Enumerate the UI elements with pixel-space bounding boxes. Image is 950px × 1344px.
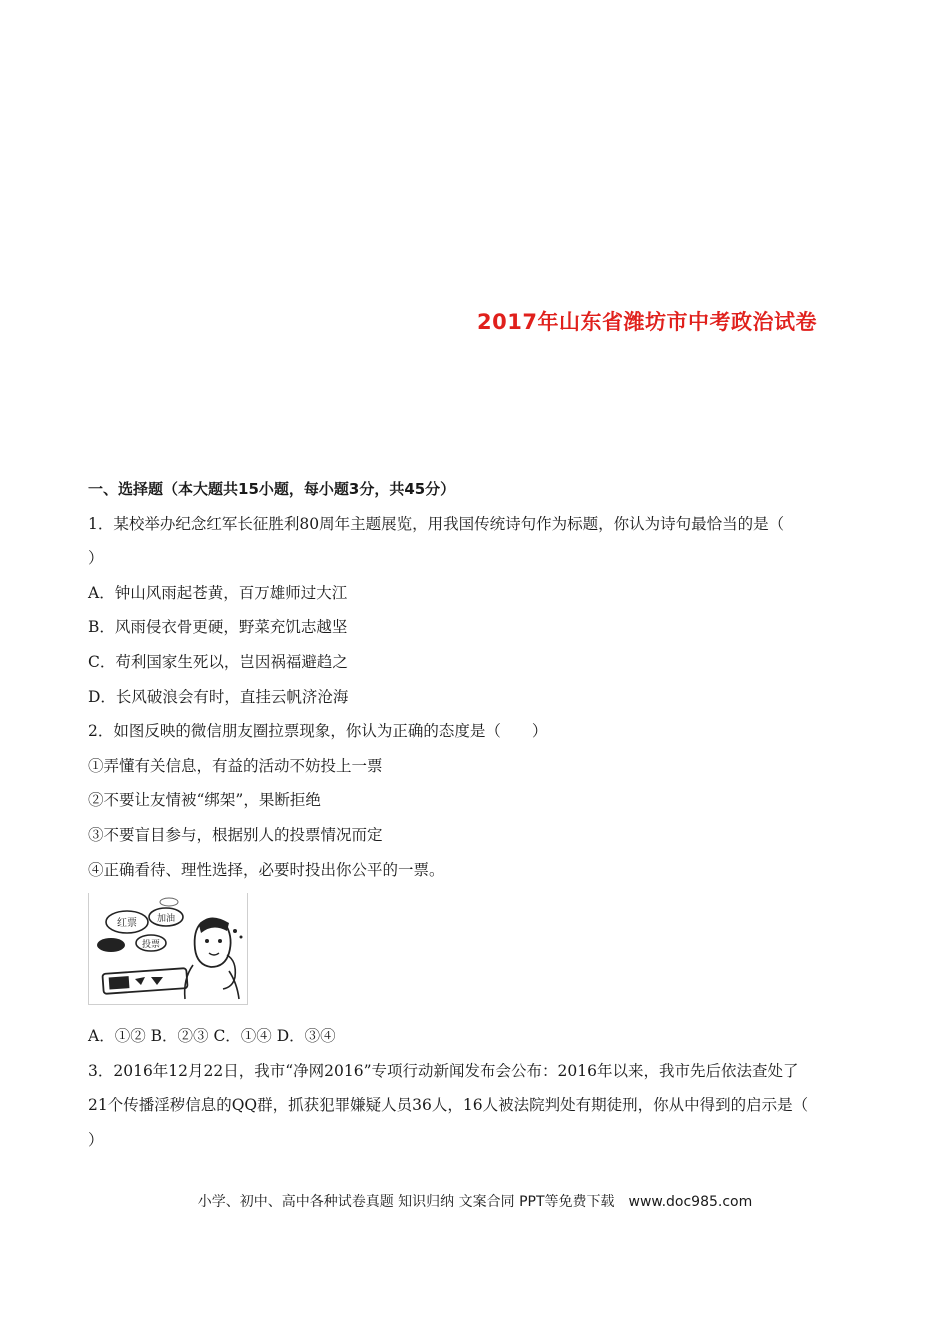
page-title: 2017年山东省潍坊市中考政治试卷 — [477, 310, 817, 334]
question-3-stem-line-1: 3．2016年12月22日，我市“净网2016”专项行动新闻发布会公布：2016年以来，我市先后依法查处了 — [88, 1061, 799, 1080]
bubble-text-1: 红票 — [117, 918, 137, 930]
dark-bubble-icon — [97, 938, 125, 952]
dot-icon — [233, 929, 237, 933]
exam-content — [88, 478, 878, 1164]
question-2-statement-1: ①弄懂有关信息，有益的活动不妨投上一票 — [88, 756, 383, 775]
phone-detail-icon — [135, 977, 163, 985]
small-bubble-icon — [160, 898, 178, 906]
question-2-statement-3: ③不要盲目参与，根据别人的投票情况而定 — [88, 825, 383, 844]
wechat-vote-illustration — [88, 893, 248, 1005]
body-icon — [185, 965, 239, 999]
question-1-stem-line-2: ） — [88, 549, 104, 568]
mouth-icon — [209, 953, 219, 955]
question-2-statement-2: ②不要让友情被“绑架”，果断拒绝 — [88, 791, 321, 810]
question-1-option-d: D．长风破浪会有时，直挂云帆济沧海 — [88, 687, 349, 706]
bubble-text-3: 投票 — [141, 940, 161, 951]
eye-icon — [205, 939, 209, 943]
hair-icon — [199, 918, 229, 934]
page-footer: 小学、初中、高中各种试卷真题 知识归纳 文案合同 PPT等免费下载 www.doc985.com — [197, 1194, 753, 1210]
eye-icon — [218, 939, 222, 943]
section-heading: 一、选择题（本大题共15小题，每小题3分，共45分） — [88, 480, 456, 498]
question-1-option-a: A．钟山风雨起苍黄，百万雄师过大江 — [88, 583, 348, 602]
question-2-stem: 2．如图反映的微信朋友圈拉票现象，你认为正确的态度是（ ） — [88, 722, 548, 741]
question-1-option-c: C．苟利国家生死以，岂因祸福避趋之 — [88, 652, 348, 671]
bubble-text-2: 加油 — [156, 914, 176, 925]
question-2-statement-4: ④正确看待、理性选择，必要时投出你公平的一票。 — [88, 860, 445, 879]
question-1-option-b: B．风雨侵衣骨更硬，野菜充饥志越坚 — [88, 618, 348, 637]
question-2-answer-options: A．①② B．②③ C．①④ D．③④ — [88, 1027, 336, 1046]
cartoon-drawing — [89, 893, 249, 1005]
question-3-stem-line-3: ） — [88, 1130, 104, 1149]
question-3-stem-line-2: 21个传播淫秽信息的QQ群，抓获犯罪嫌疑人员36人，16人被法院判处有期徒刑，你从中得到的启示是（ — [88, 1096, 809, 1115]
question-1-stem-line-1: 1．某校举办纪念红军长征胜利80周年主题展览，用我国传统诗句作为标题，你认为诗句最恰当的是（ — [88, 514, 785, 533]
phone-screen-icon — [109, 976, 130, 989]
dot-icon — [240, 936, 243, 939]
